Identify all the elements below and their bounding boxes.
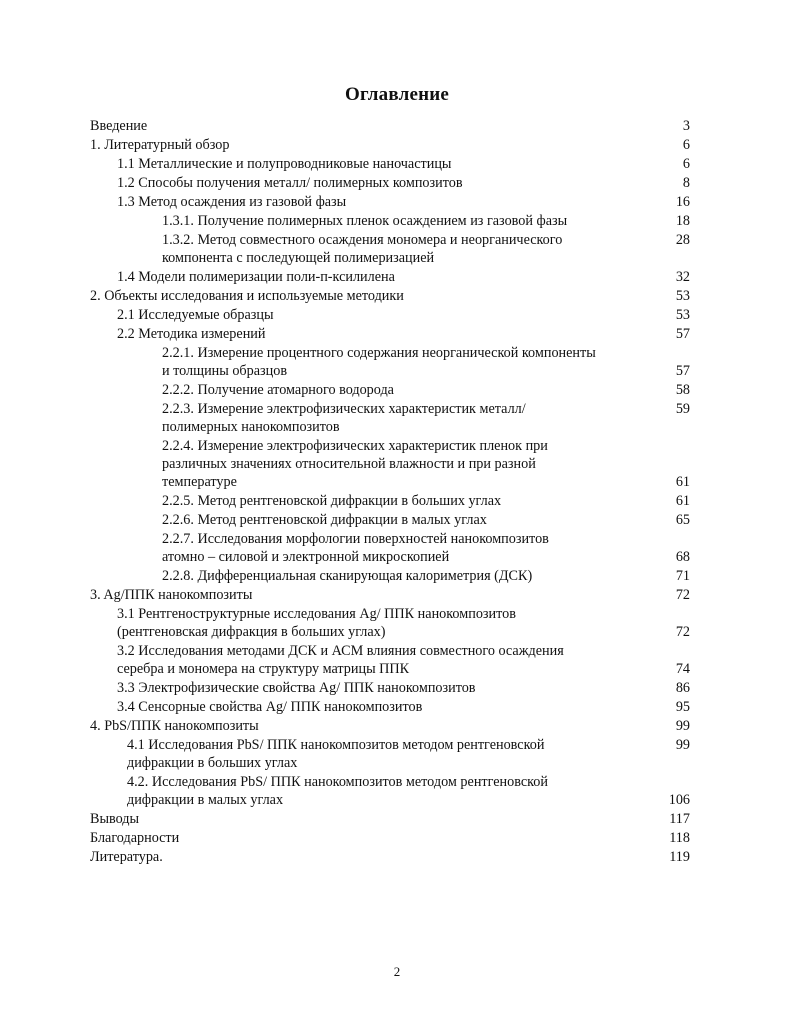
toc-entry-title xyxy=(90,717,259,735)
page-number: 2 xyxy=(393,964,401,979)
toc-entry xyxy=(0,736,794,773)
toc-entry xyxy=(0,155,794,174)
toc-entry xyxy=(0,642,794,679)
toc-entry-title xyxy=(90,848,163,866)
toc-entry-page: 57 xyxy=(675,326,690,342)
toc-entry-title xyxy=(117,325,265,343)
toc-entry-title-line: и толщины образцов xyxy=(162,363,288,379)
toc-entry-title-line: компонента с последующей полимеризацией xyxy=(162,250,435,266)
toc-entry-page: 57 xyxy=(675,363,690,379)
toc-entry xyxy=(0,325,794,344)
toc-entry-title-line: (рентгеновская дифракция в больших углах) xyxy=(117,624,386,640)
toc-entry-page: 53 xyxy=(675,288,690,304)
toc-entry-page: 18 xyxy=(675,213,690,229)
toc-entry-title-line: полимерных нанокомпозитов xyxy=(162,419,340,435)
toc-entry-title xyxy=(90,136,229,154)
toc-entry-page: 117 xyxy=(669,811,690,827)
toc-entry xyxy=(0,136,794,155)
toc-entry-title-line: 3.3 Электрофизические свойства Ag/ ППК нанокомпозитов xyxy=(117,680,476,696)
toc-entry-page: 32 xyxy=(675,269,690,285)
toc-entry-title-line: 1. Литературный обзор xyxy=(90,137,230,153)
toc-entry-title-line: 2.1 Исследуемые образцы xyxy=(117,307,274,323)
toc-entry-title xyxy=(90,287,404,305)
toc-entry-title-line: 2.2.3. Измерение электрофизических характеристик металл/ xyxy=(162,401,526,417)
toc-entry-title-line: 1.1 Металлические и полупроводниковые наночастицы xyxy=(117,156,452,172)
toc-entry-title-line: 3.4 Сенсорные свойства Ag/ ППК нанокомпозитов xyxy=(117,699,423,715)
toc-entry xyxy=(0,698,794,717)
toc-entry-page: 106 xyxy=(668,792,690,808)
toc-entry-title-line: 3. Ag/ППК нанокомпозиты xyxy=(90,587,253,603)
toc-entry-title-line: 3.1 Рентгеноструктурные исследования Ag/ ППК нанокомпозитов xyxy=(117,606,516,622)
toc-entry-title-line: 2.2.8. Дифференциальная сканирующая калориметрия (ДСК) xyxy=(162,568,533,584)
toc-entry-page: 72 xyxy=(675,587,690,603)
toc-entry-page: 6 xyxy=(682,156,690,172)
toc-entry-title-line: различных значениях относительной влажности и при разной xyxy=(162,456,536,472)
toc-entry-title xyxy=(162,492,501,510)
toc-entry-title-line: 4.2. Исследования PbS/ ППК нанокомпозитов методом рентгеновской xyxy=(127,774,548,790)
toc-entry-title xyxy=(162,511,487,529)
toc-entry xyxy=(0,586,794,605)
toc-entry-page: 8 xyxy=(682,175,690,191)
toc-entry-page: 119 xyxy=(669,849,690,865)
toc-entry-title xyxy=(117,642,564,678)
toc-entry-title-line: 2.2.4. Измерение электрофизических характеристик пленок при xyxy=(162,438,548,454)
toc-entry-title-line: 2.2 Методика измерений xyxy=(117,326,266,342)
toc-entry-title xyxy=(162,344,596,380)
toc-entry xyxy=(0,567,794,586)
toc-entry xyxy=(0,400,794,437)
toc-entry-title xyxy=(117,605,516,641)
toc-entry-title xyxy=(117,698,422,716)
toc-entry xyxy=(0,717,794,736)
toc-entry-page: 3 xyxy=(682,118,690,134)
toc-entry-title-line: дифракции в малых углах xyxy=(127,792,284,808)
toc-entry-page: 68 xyxy=(675,549,690,565)
toc-entry xyxy=(0,492,794,511)
toc-entry-title xyxy=(162,381,394,399)
toc-entry-page: 53 xyxy=(675,307,690,323)
toc-entry-title-line: 1.3.1. Получение полимерных пленок осаждением из газовой фазы xyxy=(162,213,568,229)
toc-entry xyxy=(0,306,794,325)
toc-entry-title-line: Благодарности xyxy=(90,830,180,846)
toc-entry-title-line: 3.2 Исследования методами ДСК и АСМ влияния совместного осаждения xyxy=(117,643,564,659)
toc-entry-title xyxy=(117,155,451,173)
toc-entry xyxy=(0,287,794,306)
toc-entry xyxy=(0,829,794,848)
toc-entry-page: 28 xyxy=(675,232,690,248)
toc-entry xyxy=(0,212,794,231)
toc-entry-page: 99 xyxy=(675,718,690,734)
toc-entry xyxy=(0,530,794,567)
toc-entry-page: 61 xyxy=(675,474,690,490)
toc-entry-page: 61 xyxy=(675,493,690,509)
toc-entry-title-line: температуре xyxy=(162,474,237,490)
toc-entry xyxy=(0,381,794,400)
toc-entry xyxy=(0,605,794,642)
toc-entry-page: 58 xyxy=(675,382,690,398)
toc-entry-title-line: 1.2 Способы получения металл/ полимерных композитов xyxy=(117,175,463,191)
toc-entry-title xyxy=(162,212,567,230)
toc-entry-page: 65 xyxy=(675,512,690,528)
toc-entry xyxy=(0,511,794,530)
toc-entry-title xyxy=(117,193,346,211)
toc-entry-title xyxy=(127,736,544,772)
toc-entry-title-line: 1.3.2. Метод совместного осаждения мономера и неорганического xyxy=(162,232,563,248)
toc-entry-title-line: дифракции в больших углах xyxy=(127,755,298,771)
toc-entry-title xyxy=(90,810,139,828)
toc-entry xyxy=(0,848,794,867)
toc-entry-title xyxy=(117,306,274,324)
toc-entry xyxy=(0,437,794,492)
toc-entry xyxy=(0,344,794,381)
toc-entry-title-line: 2.2.6. Метод рентгеновской дифракции в малых углах xyxy=(162,512,487,528)
toc-entry-page: 16 xyxy=(675,194,690,210)
toc-entry-title xyxy=(117,174,463,192)
toc-entry-page: 59 xyxy=(675,401,690,417)
toc-entry-page: 95 xyxy=(675,699,690,715)
toc-entry-title-line: серебра и мономера на структуру матрицы ППК xyxy=(117,661,410,677)
toc-entry-title-line: Выводы xyxy=(90,811,140,827)
toc-entry-title xyxy=(90,829,179,847)
toc-entry-title-line: 1.4 Модели полимеризации поли-п-ксилилена xyxy=(117,269,395,285)
toc-entry-title xyxy=(117,268,395,286)
toc-entry-page: 99 xyxy=(675,737,690,753)
toc-entry-title-line: 2. Объекты исследования и используемые методики xyxy=(90,288,404,304)
toc-entry-title xyxy=(162,400,526,436)
toc-entry-title-line: 2.2.2. Получение атомарного водорода xyxy=(162,382,394,398)
toc-entry-page: 86 xyxy=(675,680,690,696)
toc-entry xyxy=(0,117,794,136)
toc-entry-page: 72 xyxy=(675,624,690,640)
toc-entry-title-line: 2.2.7. Исследования морфологии поверхностей нанокомпозитов xyxy=(162,531,549,547)
toc-entry-page: 6 xyxy=(682,137,690,153)
page-title: Оглавление xyxy=(344,84,450,105)
toc-entry xyxy=(0,268,794,287)
toc-entry xyxy=(0,773,794,810)
toc-entry-title xyxy=(162,567,532,585)
toc-entry-title xyxy=(90,117,147,135)
toc-entry xyxy=(0,174,794,193)
toc-entry-page: 118 xyxy=(669,830,690,846)
toc-entry-title xyxy=(162,231,562,267)
toc-entry xyxy=(0,679,794,698)
toc-entry xyxy=(0,231,794,268)
toc-entry-title xyxy=(127,773,548,809)
toc-entry-title-line: 2.2.1. Измерение процентного содержания неорганической компоненты xyxy=(162,345,596,361)
toc-entry xyxy=(0,810,794,829)
toc-entry-title-line: 2.2.5. Метод рентгеновской дифракции в больших углах xyxy=(162,493,502,509)
toc-entry-page: 71 xyxy=(675,568,690,584)
toc-entry-title-line: 4. PbS/ППК нанокомпозиты xyxy=(90,718,259,734)
toc-entry-title-line: 4.1 Исследования PbS/ ППК нанокомпозитов методом рентгеновской xyxy=(127,737,545,753)
toc-entry-title xyxy=(90,586,252,604)
toc-entry-title-line: Литература. xyxy=(90,849,163,865)
toc-entry-page: 74 xyxy=(675,661,690,677)
toc-entry-title xyxy=(162,437,548,491)
toc-entry-title xyxy=(162,530,549,566)
toc-entry-title-line: Введение xyxy=(90,118,148,134)
table-of-contents xyxy=(0,117,794,867)
toc-entry-title-line: атомно – силовой и электронной микроскопией xyxy=(162,549,450,565)
toc-entry-title xyxy=(117,679,476,697)
toc-entry xyxy=(0,193,794,212)
toc-entry-title-line: 1.3 Метод осаждения из газовой фазы xyxy=(117,194,347,210)
